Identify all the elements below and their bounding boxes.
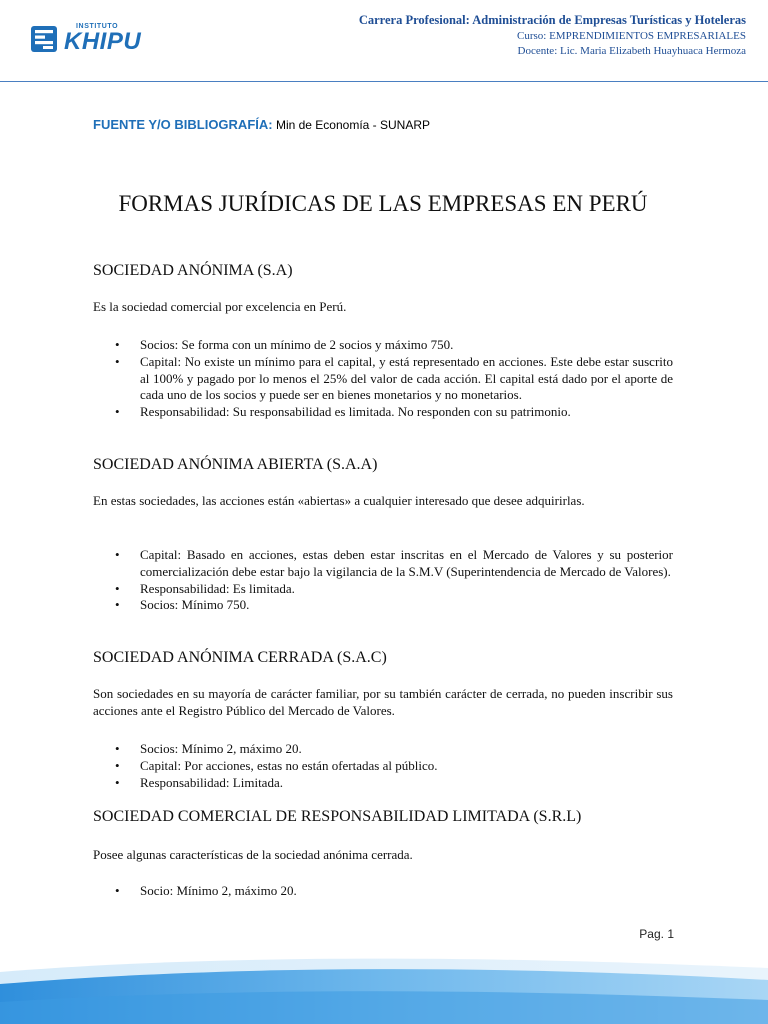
course-info xyxy=(359,13,746,60)
list-item: • Socios: Se forma con un mínimo de 2 socios y máximo 750. xyxy=(93,337,673,354)
list-item: • Responsabilidad: Limitada. xyxy=(93,775,673,792)
source-value: Min de Economía - SUNARP xyxy=(272,118,430,132)
section-intro-sa: Es la sociedad comercial por excelencia en Perú. xyxy=(93,299,347,314)
bullet-list-sac xyxy=(93,741,673,791)
course-line: Curso: EMPRENDIMIENTOS EMPRESARIALES xyxy=(517,29,746,42)
list-item: • Capital: No existe un mínimo para el capital, y está representado en acciones. Este debe estar suscrito al 100% y pagado por lo menos el 25% del valor de cada acción. El capital está dado por el aporte de cada uno de los socios y puede ser en bienes monetarios y no monetarios. xyxy=(93,354,673,404)
list-item: • Capital: Basado en acciones, estas deben estar inscritas en el Mercado de Valores y su posterior comercialización debe estar bajo la vigilancia de la S.M.V (Superintendencia de Mercado de Valores). xyxy=(93,547,673,581)
list-item: • Responsabilidad: Su responsabilidad es limitada. No responden con su patrimonio. xyxy=(93,404,673,421)
page-header xyxy=(0,0,768,82)
section-heading-sac: SOCIEDAD ANÓNIMA CERRADA (S.A.C) xyxy=(93,649,387,666)
list-item: • Responsabilidad: Es limitada. xyxy=(93,581,673,598)
teacher-line: Docente: Lic. Maria Elizabeth Huayhuaca Hermoza xyxy=(517,45,746,57)
career-line: Carrera Profesional: Administración de Empresas Turísticas y Hoteleras xyxy=(358,13,746,27)
section-intro-saa: En estas sociedades, las acciones están «abiertas» a cualquier interesado que desee adquirirlas. xyxy=(93,493,585,508)
institute-logo xyxy=(30,22,145,58)
list-item: • Socios: Mínimo 750. xyxy=(93,597,673,614)
section-heading-saa: SOCIEDAD ANÓNIMA ABIERTA (S.A.A) xyxy=(93,456,378,473)
footer-wave-decoration xyxy=(0,950,768,1024)
logo-big-text: KHIPU xyxy=(64,28,142,55)
bullet-list-srl xyxy=(93,883,673,900)
list-item: • Socios: Mínimo 2, máximo 20. xyxy=(93,741,673,758)
section-intro-srl: Posee algunas características de la sociedad anónima cerrada. xyxy=(93,847,413,862)
section-heading-srl: SOCIEDAD COMERCIAL DE RESPONSABILIDAD LIMITADA (S.R.L) xyxy=(93,808,582,825)
bullet-list-sa xyxy=(93,337,673,421)
document-title: FORMAS JURÍDICAS DE LAS EMPRESAS EN PERÚ xyxy=(118,191,648,216)
source-line xyxy=(93,117,430,132)
source-label: FUENTE Y/O BIBLIOGRAFÍA: xyxy=(93,117,273,132)
page-number: Pag. 1 xyxy=(639,927,674,941)
khipu-logo-icon xyxy=(30,24,60,54)
logo-small-text: INSTITUTO xyxy=(76,23,119,30)
list-item: • Capital: Por acciones, estas no están ofertadas al público. xyxy=(93,758,673,775)
section-heading-sa: SOCIEDAD ANÓNIMA (S.A) xyxy=(93,262,293,279)
bullet-list-saa xyxy=(93,547,673,614)
section-intro-sac: Son sociedades en su mayoría de carácter familiar, por su también carácter de cerrada, no pueden inscribir sus acciones ante el Registro Público del Mercado de Valores. xyxy=(93,686,673,718)
header-divider xyxy=(0,81,768,82)
list-item: • Socio: Mínimo 2, máximo 20. xyxy=(93,883,673,900)
